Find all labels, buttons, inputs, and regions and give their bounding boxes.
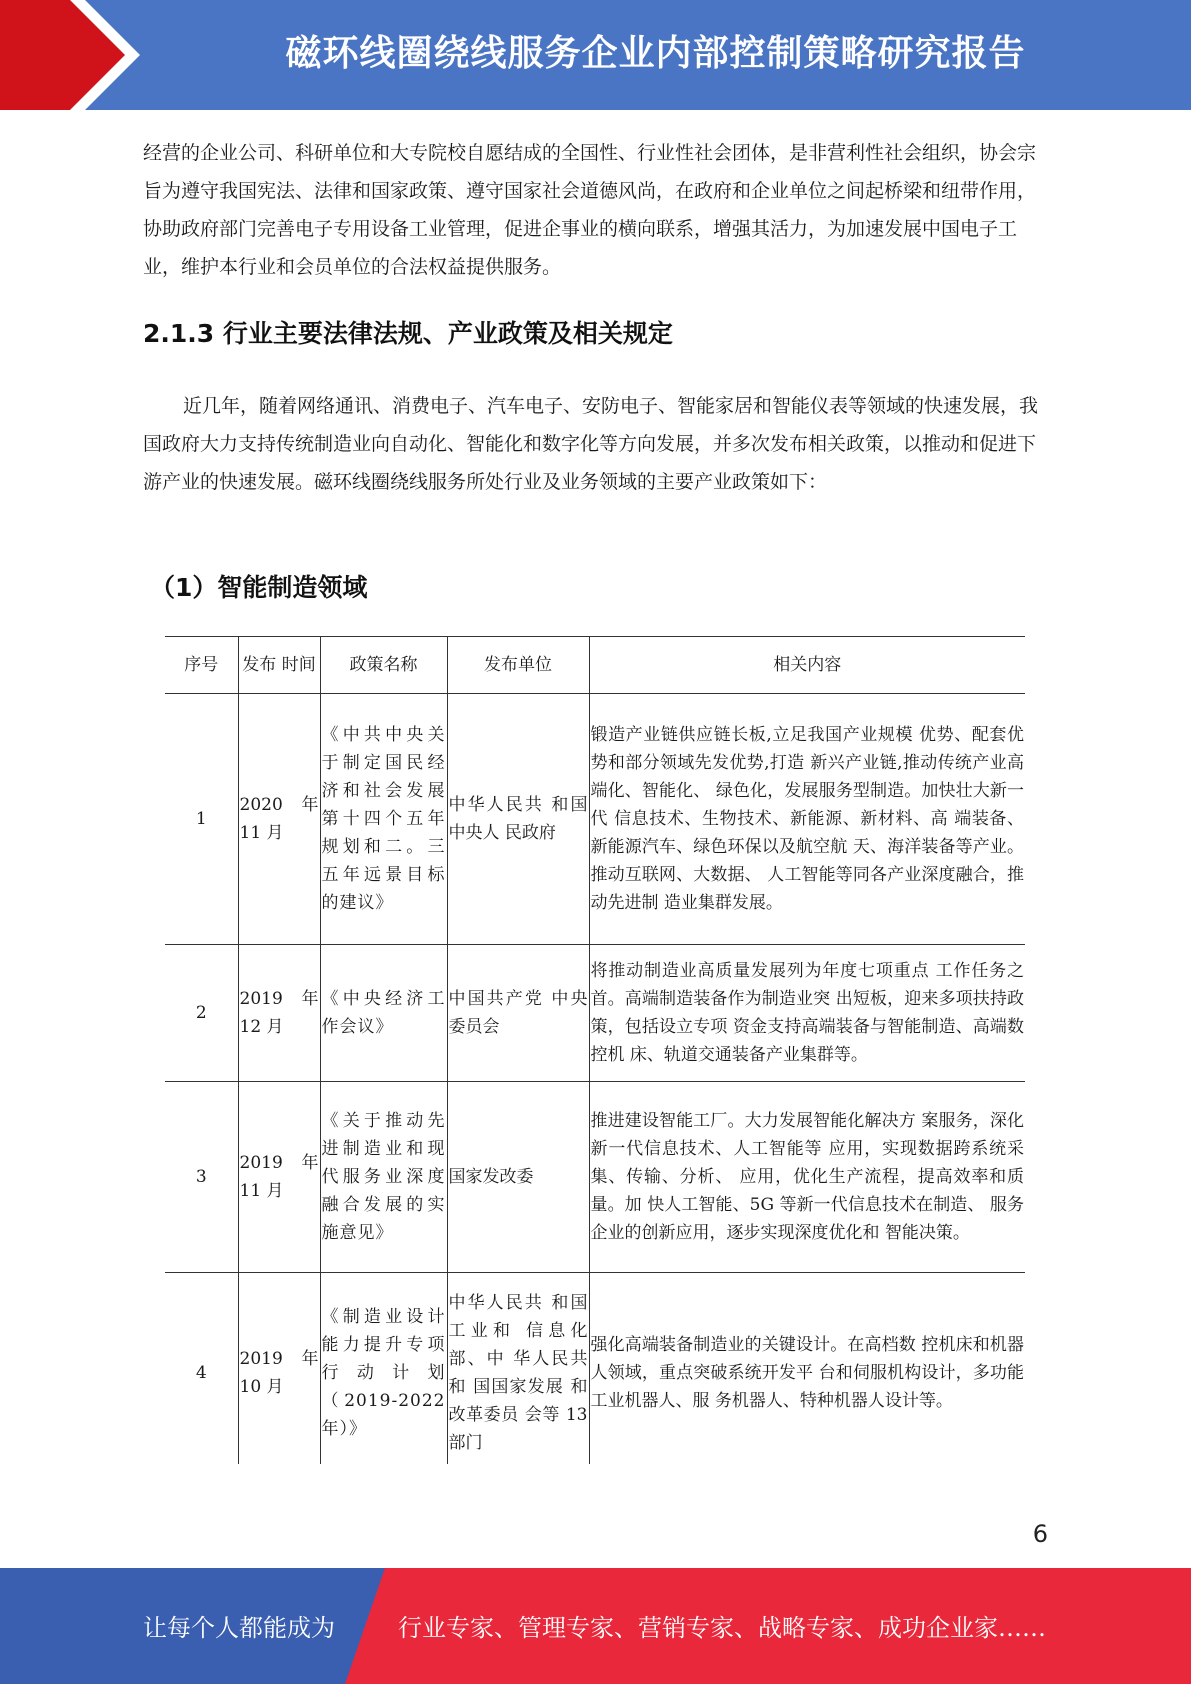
page-number: 6 — [1032, 1520, 1048, 1548]
table-row — [165, 1273, 1025, 1465]
page-header — [0, 0, 1191, 110]
header-issuer: 发布单位 — [447, 637, 589, 694]
cell-policy-name: 《制造业设计能力提升专项行动计划（2019-2022 年）》 — [320, 1273, 447, 1465]
table-row — [165, 1082, 1025, 1273]
header-no: 序号 — [165, 637, 238, 694]
cell-issuer: 中国共产党 中央委员会 — [447, 945, 589, 1082]
cell-no: 4 — [165, 1273, 238, 1465]
cell-no: 1 — [165, 694, 238, 945]
cell-no: 3 — [165, 1082, 238, 1273]
policy-table-container — [165, 636, 1025, 1464]
table-row — [165, 945, 1025, 1082]
policy-table — [165, 636, 1025, 1464]
header-content: 相关内容 — [589, 637, 1025, 694]
subsection-heading: （1）智能制造领域 — [150, 573, 368, 602]
intro-paragraph: 经营的企业公司、科研单位和大专院校自愿结成的全国性、行业性社会团体，是非营利性社会组织，协会宗旨为遵守我国宪法、法律和国家政策、遵守国家社会道德风尚，在政府和企业单位之间起桥梁和纽带作用，协助政府部门完善电子专用设备工业管理，促进企事业的横向联系，增强其活力，为加速发展中国电子工业，维护本行业和会员单位的合法权益提供服务。 — [143, 142, 1037, 278]
cell-issuer: 中华人民共 和国工业和 信息化部、中 华人民共和 国国家发展 和改革委员 会等 13 部门 — [447, 1273, 589, 1465]
cell-content: 将推动制造业高质量发展列为年度七项重点 工作任务之首。高端制造装备作为制造业突 出短板，迎来多项扶持政策，包括设立专项 资金支持高端装备与智能制造、高端数控机 床、轨道交通装备产业集群等。 — [589, 945, 1025, 1082]
cell-issuer: 国家发改委 — [447, 1082, 589, 1273]
table-header-row — [165, 637, 1025, 694]
cell-policy-name: 《中央经济工作会议》 — [320, 945, 447, 1082]
report-title: 磁环线圈绕线服务企业内部控制策略研究报告 — [285, 33, 1026, 74]
cell-policy-name: 《关于推动先进制造业和现代服务业深度融合发展的实施意见》 — [320, 1082, 447, 1273]
footer-slogan-right: 行业专家、管理专家、营销专家、战略专家、成功企业家…… — [398, 1614, 1046, 1642]
cell-content: 推进建设智能工厂。大力发展智能化解决方 案服务，深化新一代信息技术、人工智能等 应用，实现数据跨系统采集、传输、分析、 应用，优化生产流程，提高效率和质量。加 快人工智能、5G 等新一代信息技术在制造、 服务企业的创新应用，逐步实现深度优化和 智能决策。 — [589, 1082, 1025, 1273]
cell-issuer: 中华人民共 和国中央人 民政府 — [447, 694, 589, 945]
page-footer — [0, 1568, 1191, 1684]
cell-date: 2019 年 10 月 — [238, 1273, 320, 1465]
footer-slogan-left: 让每个人都能成为 — [143, 1614, 335, 1642]
cell-date: 2019 年 11 月 — [238, 1082, 320, 1273]
cell-content: 强化高端装备制造业的关键设计。在高档数 控机床和机器人领域，重点突破系统开发平 台和伺服机构设计，多功能工业机器人、服 务机器人、特种机器人设计等。 — [589, 1273, 1025, 1465]
header-date: 发布 时间 — [238, 637, 320, 694]
header-policy-name: 政策名称 — [320, 637, 447, 694]
cell-no: 2 — [165, 945, 238, 1082]
header-arrow-decoration — [0, 0, 150, 110]
cell-date: 2020 年 11 月 — [238, 694, 320, 945]
table-row — [165, 694, 1025, 945]
section-heading: 2.1.3 行业主要法律法规、产业政策及相关规定 — [143, 319, 673, 348]
section-paragraph: 近几年，随着网络通讯、消费电子、汽车电子、安防电子、智能家居和智能仪表等领域的快速发展，我国政府大力支持传统制造业向自动化、智能化和数字化等方向发展，并多次发布相关政策，以推动和促进下游产业的快速发展。磁环线圈绕线服务所处行业及业务领域的主要产业政策如下： — [143, 395, 1039, 493]
cell-content: 锻造产业链供应链长板,立足我国产业规模 优势、配套优势和部分领域先发优势,打造 新兴产业链,推动传统产业高端化、智能化、 绿色化，发展服务型制造。加快壮大新一代 信息技术、生物技术、新能源、新材料、高 端装备、新能源汽车、绿色环保以及航空航 天、海洋装备等产业。推动互联网、大数据、 人工智能等同各产业深度融合，推动先进制 造业集群发展。 — [589, 694, 1025, 945]
cell-policy-name: 《中共中央关于制定国民经济和社会发展第十四个五年规划和二。三五年远景目标的建议》 — [320, 694, 447, 945]
cell-date: 2019 年 12 月 — [238, 945, 320, 1082]
